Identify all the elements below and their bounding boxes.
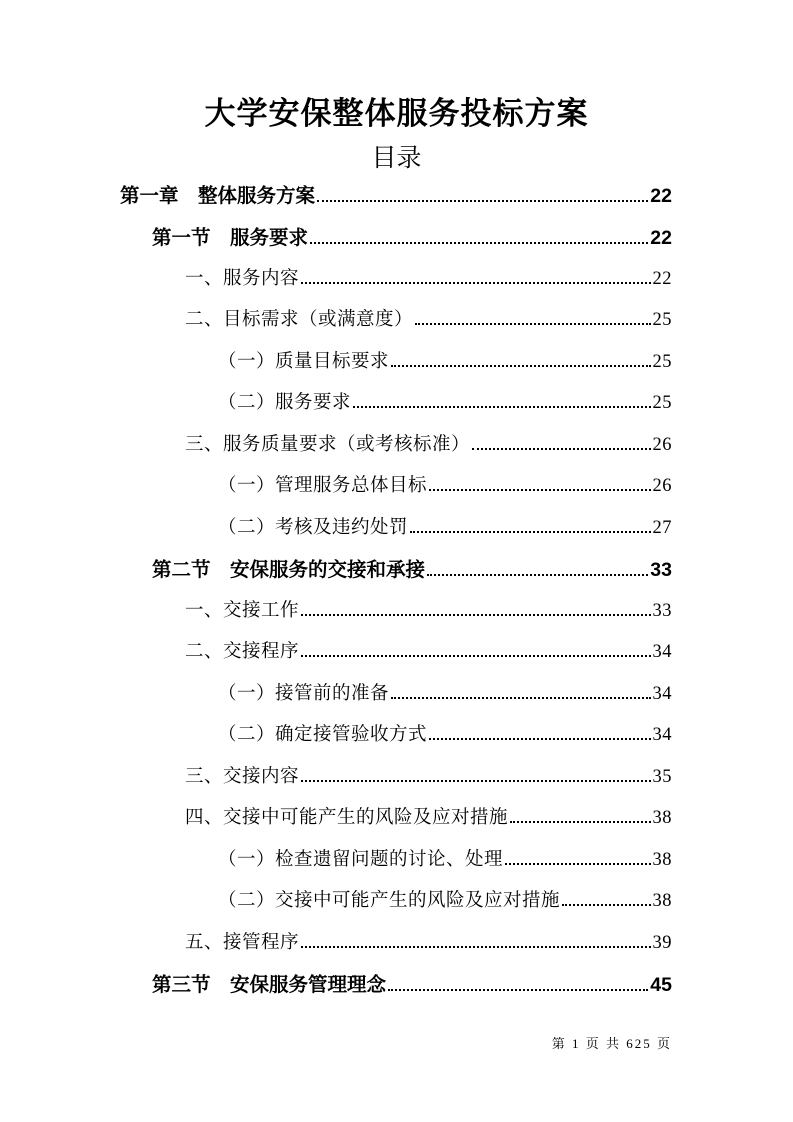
- toc-entry-label: （二）服务要求: [218, 393, 352, 413]
- toc-entry-label: 第一节 服务要求: [152, 226, 309, 249]
- toc-entry: [120, 844, 672, 886]
- toc-entry-label: （一）管理服务总体目标: [218, 476, 428, 496]
- toc-entry: [120, 886, 672, 928]
- toc-entry-page-number: 39: [652, 932, 672, 953]
- dotted-leader: [472, 429, 650, 450]
- toc-entry-label: （一）检查遗留问题的讨论、处理: [218, 849, 504, 870]
- toc-entry: [120, 637, 672, 679]
- toc-entry: [120, 554, 672, 596]
- toc-entry-page-number: 38: [652, 891, 672, 911]
- toc-entry-label: 第二节 安保服务的交接和承接: [152, 558, 426, 581]
- toc-entry: [120, 678, 672, 720]
- toc-entry-page-number: 45: [650, 973, 672, 996]
- toc-entry-page-number: 26: [652, 434, 672, 455]
- toc-entry-label: 四、交接中可能产生的风险及应对措施: [185, 808, 509, 828]
- toc-entry-page-number: 33: [650, 558, 672, 581]
- toc-entry: [120, 180, 672, 222]
- toc-entry-label: （一）质量目标要求: [218, 351, 390, 372]
- toc-entry-page-number: 38: [652, 808, 672, 828]
- toc-entry-label: 三、服务质量要求（或考核标准）: [185, 434, 471, 455]
- dotted-leader: [301, 927, 650, 948]
- toc-entry: [120, 263, 672, 305]
- toc-entry-label: 一、交接工作: [185, 600, 300, 621]
- dotted-leader: [429, 471, 650, 492]
- toc-entry-label: （二）确定接管验收方式: [218, 725, 428, 745]
- dotted-leader: [301, 637, 650, 658]
- toc-entry-page-number: 25: [652, 310, 672, 330]
- dotted-leader: [510, 803, 650, 824]
- toc-entry-label: 二、目标需求（或满意度）: [185, 310, 414, 330]
- toc-entry: [120, 927, 672, 969]
- toc-entry-page-number: 22: [652, 268, 672, 289]
- toc-entry-label: （二）交接中可能产生的风险及应对措施: [218, 891, 561, 911]
- dotted-leader: [415, 305, 650, 326]
- dotted-leader: [562, 886, 650, 907]
- toc-entry-page-number: 34: [652, 683, 672, 704]
- toc-entry: [120, 595, 672, 637]
- toc-entry-page-number: 22: [650, 226, 672, 249]
- toc-entry-label: 第一章 整体服务方案: [120, 185, 316, 207]
- dotted-leader: [410, 512, 650, 533]
- toc-entry-page-number: 34: [652, 725, 672, 745]
- toc-entry: [120, 429, 672, 471]
- page-number-footer: 第 1 页 共 625 页: [551, 1036, 672, 1051]
- toc-entry: [120, 388, 672, 430]
- toc-entry-page-number: 25: [652, 393, 672, 413]
- toc-entry: [120, 222, 672, 264]
- toc-entry-page-number: 22: [650, 185, 672, 207]
- table-of-contents: [120, 180, 672, 1010]
- toc-entry: [120, 969, 672, 1011]
- toc-entry: [120, 803, 672, 845]
- toc-entry-page-number: 34: [652, 642, 672, 662]
- toc-entry-label: （一）接管前的准备: [218, 683, 390, 704]
- dotted-leader: [505, 844, 650, 865]
- toc-entry: [120, 346, 672, 388]
- toc-entry-page-number: 26: [652, 476, 672, 496]
- toc-entry-label: 一、服务内容: [185, 268, 300, 289]
- toc-heading: 目录: [371, 145, 422, 172]
- toc-entry-page-number: 33: [652, 600, 672, 621]
- toc-entry-label: 五、接管程序: [185, 932, 300, 953]
- dotted-leader: [429, 720, 650, 741]
- dotted-leader: [391, 346, 650, 367]
- toc-entry-page-number: 35: [652, 766, 672, 787]
- toc-entry-page-number: 25: [652, 351, 672, 372]
- toc-entry-label: （二）考核及违约处罚: [218, 517, 409, 538]
- toc-entry: [120, 305, 672, 347]
- toc-entry-page-number: 27: [652, 517, 672, 538]
- toc-entry: [120, 761, 672, 803]
- dotted-leader: [427, 554, 648, 576]
- dotted-leader: [391, 678, 650, 699]
- toc-entry-label: 二、交接程序: [185, 642, 300, 662]
- dotted-leader: [301, 761, 650, 782]
- document-title: 大学安保整体服务投标方案: [204, 96, 589, 131]
- toc-entry-page-number: 38: [652, 849, 672, 870]
- dotted-leader: [388, 969, 648, 991]
- dotted-leader: [317, 181, 648, 203]
- toc-entry: [120, 512, 672, 554]
- dotted-leader: [301, 263, 650, 284]
- dotted-leader: [353, 388, 650, 409]
- toc-entry-label: 第三节 安保服务管理理念: [152, 973, 387, 996]
- dotted-leader: [310, 222, 648, 244]
- toc-entry: [120, 471, 672, 513]
- dotted-leader: [301, 595, 650, 616]
- toc-entry: [120, 720, 672, 762]
- toc-entry-label: 三、交接内容: [185, 766, 300, 787]
